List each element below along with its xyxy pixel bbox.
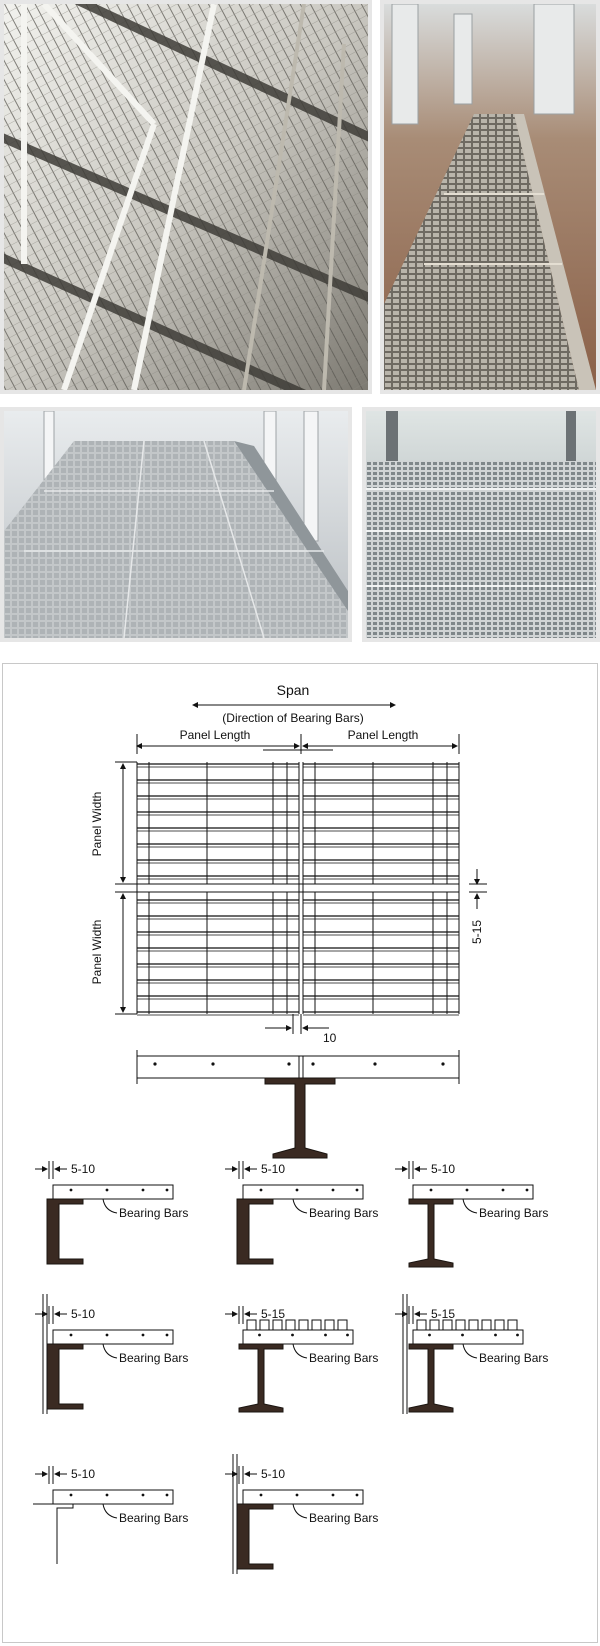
panel-length-left-label: Panel Length (179, 728, 251, 742)
photo-plant-floor-trench (380, 0, 600, 394)
bearing-bars-label: Bearing Bars (309, 1511, 379, 1525)
detail-gap-label: 5-10 (71, 1307, 96, 1321)
detail-gap-label: 5-10 (261, 1162, 286, 1176)
span-direction-label: (Direction of Bearing Bars) (222, 711, 364, 725)
bearing-bars-label: Bearing Bars (479, 1351, 549, 1365)
detail-gap-label: 5-15 (261, 1307, 286, 1321)
detail-section-7 (33, 1466, 188, 1564)
elevation-section (137, 1050, 459, 1158)
side-gap-label: 5-15 (470, 919, 484, 945)
photo-elevated-walkway (0, 407, 352, 642)
panel-width-bottom-label: Panel Width (90, 919, 104, 985)
grating-installation-diagram (2, 663, 598, 1643)
bearing-bars-label: Bearing Bars (309, 1351, 379, 1365)
panel-width-top-label: Panel Width (90, 791, 104, 857)
detail-gap-label: 5-10 (261, 1467, 286, 1481)
panel-length-right-label: Panel Length (347, 728, 419, 742)
bearing-bars-label: Bearing Bars (309, 1206, 379, 1220)
span-label: Span (276, 682, 310, 698)
photo-catwalk-underside (0, 0, 372, 394)
bearing-bars-label: Bearing Bars (479, 1206, 549, 1220)
bearing-bars-label: Bearing Bars (119, 1351, 189, 1365)
bearing-bars-label: Bearing Bars (119, 1511, 189, 1525)
photo-factory-floor-grating (362, 407, 600, 642)
grating-plan (137, 762, 459, 1015)
detail-section-2 (225, 1161, 378, 1264)
detail-section-8 (225, 1454, 378, 1574)
detail-section-5 (225, 1306, 378, 1412)
detail-gap-label: 5-15 (431, 1307, 456, 1321)
detail-section-3 (395, 1161, 548, 1267)
detail-section-1 (35, 1161, 188, 1264)
bottom-gap-label: 10 (323, 1031, 337, 1045)
bearing-bars-label: Bearing Bars (119, 1206, 189, 1220)
detail-section-6 (395, 1294, 548, 1414)
detail-gap-label: 5-10 (71, 1467, 96, 1481)
detail-gap-label: 5-10 (71, 1162, 96, 1176)
detail-gap-label: 5-10 (431, 1162, 456, 1176)
detail-section-4 (35, 1294, 188, 1414)
